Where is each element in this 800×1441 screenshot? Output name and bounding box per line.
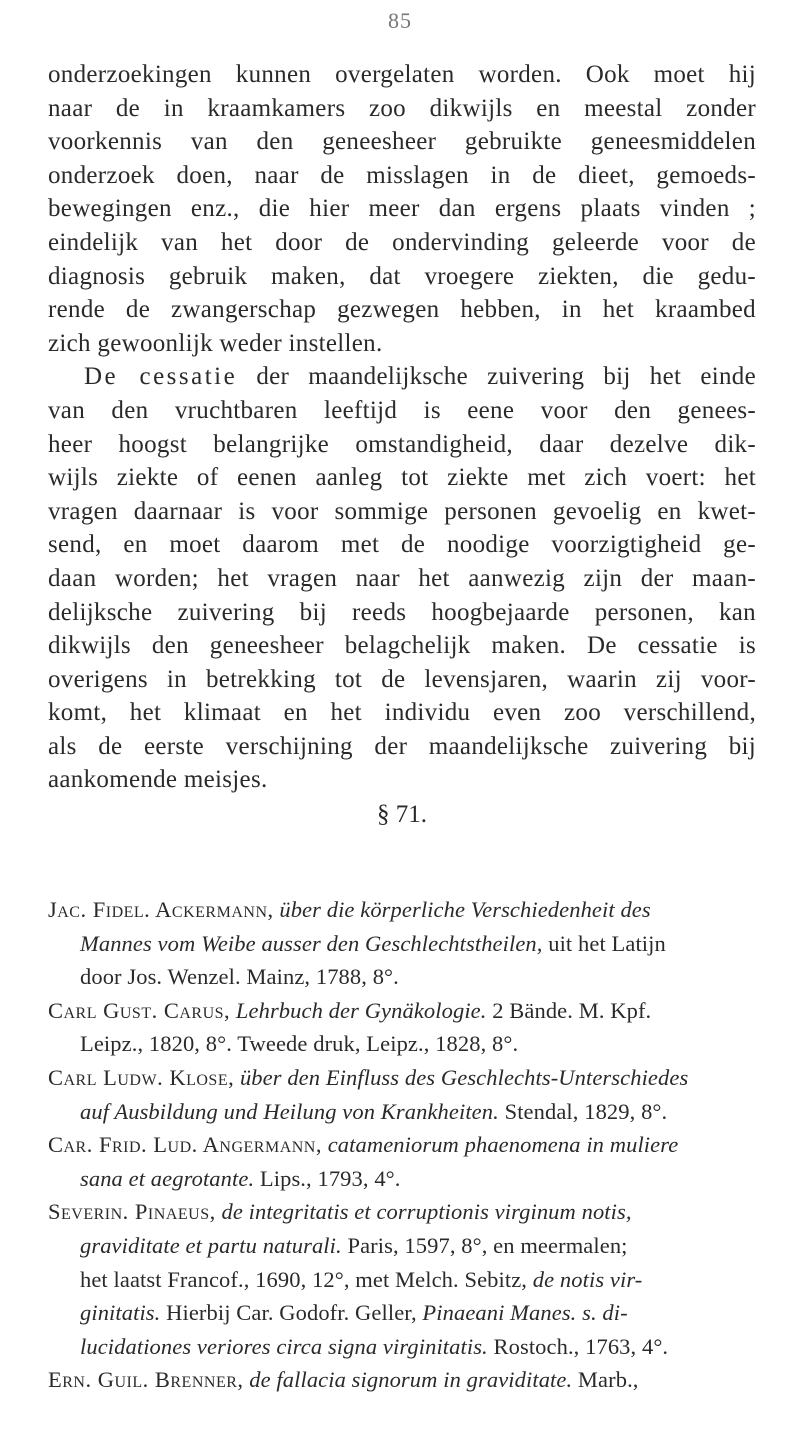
reference-title: graviditate et partu naturali. [80, 1232, 342, 1258]
text-line: heer hoogst belangrijke omstandigheid, daar dezelve dik- [48, 430, 756, 458]
text-line: overigens in betrekking tot de levensjaren, waarin zij voor- [48, 665, 756, 693]
text-line: eindelijk van het door de ondervinding geleerde voor de [48, 228, 756, 256]
reference-title: Lehrbuch der Gynäkologie. [235, 997, 487, 1023]
reference-title: über den Einfluss des Geschlechts-Unterschiedes [239, 1064, 689, 1090]
reference-author: Severin. Pinaeus, [48, 1199, 216, 1225]
reference-line [48, 1263, 758, 1297]
reference-line [48, 927, 758, 961]
text-line: zich gewoonlijk weder instellen. [48, 329, 383, 357]
reference-line [48, 1195, 758, 1229]
reference-title: lucidationes veriores circa signa virginitatis. [80, 1333, 488, 1359]
reference-text: Marb., [572, 1367, 639, 1393]
reference-line [48, 994, 758, 1028]
text-line: vragen daarnaar is voor sommige personen gevoelig en kwet- [48, 497, 756, 525]
emphasized-term: De cessatie [84, 363, 238, 391]
text-line: bewegingen enz., die hier meer dan ergens plaats vinden ; [48, 195, 756, 223]
reference-text: 2 Bände. M. Kpf. [486, 997, 652, 1023]
reference-text: Rostoch., 1763, 4°. [487, 1333, 669, 1359]
reference-title: über die körperliche Verschiedenheit des [279, 897, 651, 922]
reference-title: ginitatis. [80, 1300, 161, 1326]
reference-line [48, 1296, 758, 1330]
text-line: diagnosis gebruik maken, dat vroegere ziekten, die gedu- [48, 262, 756, 290]
reference-line [48, 893, 758, 927]
reference-title: auf Ausbildung und Heilung von Krankheiten. [80, 1098, 499, 1124]
paragraph-start [48, 360, 756, 394]
reference-text: Paris, 1597, 8°, en meermalen; [341, 1232, 628, 1258]
reference-author: Ern. Guil. Brenner, [48, 1367, 244, 1393]
reference-line [48, 1330, 758, 1364]
reference-line [48, 1095, 758, 1129]
text-line: onderzoek doen, naar de misslagen in de dieet, gemoeds- [48, 161, 756, 189]
reference-text: Hierbij Car. Godofr. Geller, [160, 1300, 417, 1326]
text-line: van den vruchtbaren leeftijd is eene voor den genees- [48, 396, 756, 424]
text-line: send, en moet daarom met de noodige voorzigtigheid ge- [48, 531, 756, 559]
reference-title: sana et aegrotante. [80, 1165, 255, 1191]
text-line: rende de zwangerschap gezwegen hebben, in het kraambed [48, 296, 756, 324]
text-fragment: der maandelijksche zuivering bij het einde [256, 363, 756, 391]
text-line: wijls ziekte of eenen aanleg tot ziekte met zich voert: het [48, 464, 756, 492]
reference-title: Mannes vom Weibe ausser den Geschlechtstheilen, [80, 930, 543, 956]
text-line: dikwijls den geneesheer belagchelijk maken. De cessatie is [48, 632, 756, 660]
reference-list [48, 893, 758, 1397]
reference-title: de notis vir- [527, 1266, 643, 1292]
reference-line [48, 1061, 758, 1095]
reference-text: uit het Latijn [542, 930, 666, 956]
text-line: komt, het klimaat en het individu even zoo verschillend, [48, 699, 756, 727]
text-line: delijksche zuivering bij reeds hoogbejaarde personen, kan [48, 598, 756, 626]
reference-author: Carl Gust. Carus, [48, 997, 231, 1023]
reference-author: Jac. Fidel. Ackermann, [48, 897, 274, 922]
reference-title: de fallacia signorum in graviditate. [249, 1367, 573, 1393]
reference-line [48, 1229, 758, 1263]
reference-line: Leipz., 1820, 8°. Tweede druk, Leipz., 1828, 8°. [80, 1031, 519, 1057]
reference-title: catameniorum phaenomena in muliere [327, 1132, 679, 1158]
reference-line: door Jos. Wenzel. Mainz, 1788, 8°. [80, 964, 399, 990]
text-line: naar de in kraamkamers zoo dikwijls en meestal zonder [48, 94, 756, 122]
reference-author: Carl Ludw. Klose, [48, 1064, 235, 1090]
text-line: als de eerste verschijning der maandelijksche zuivering bij [48, 732, 756, 760]
reference-title: de integritatis et corruptionis virginum notis, [221, 1199, 632, 1225]
reference-line [48, 1363, 758, 1397]
reference-text: Lips., 1793, 4°. [254, 1165, 401, 1191]
reference-title: Pinaeani Manes. s. di- [416, 1300, 628, 1326]
text-line: aankomende meisjes. [48, 766, 268, 794]
reference-text: het laatst Francof., 1690, 12°, met Melch. Sebitz, [80, 1266, 528, 1292]
text-line: onderzoekingen kunnen overgelaten worden. Ook moet hij [48, 61, 756, 88]
reference-author: Car. Frid. Lud. Angermann, [48, 1132, 322, 1158]
section-heading: § 71. [377, 801, 427, 829]
reference-line [48, 1162, 758, 1196]
page-number: 85 [388, 8, 412, 33]
body-text [48, 58, 756, 833]
text-line: voorkennis van den geneesheer gebruikte geneesmiddelen [48, 128, 756, 156]
text-line: daan worden; het vragen naar het aanwezig zijn der maan- [48, 564, 756, 592]
reference-line [48, 1128, 758, 1162]
reference-text: Stendal, 1829, 8°. [498, 1098, 668, 1124]
